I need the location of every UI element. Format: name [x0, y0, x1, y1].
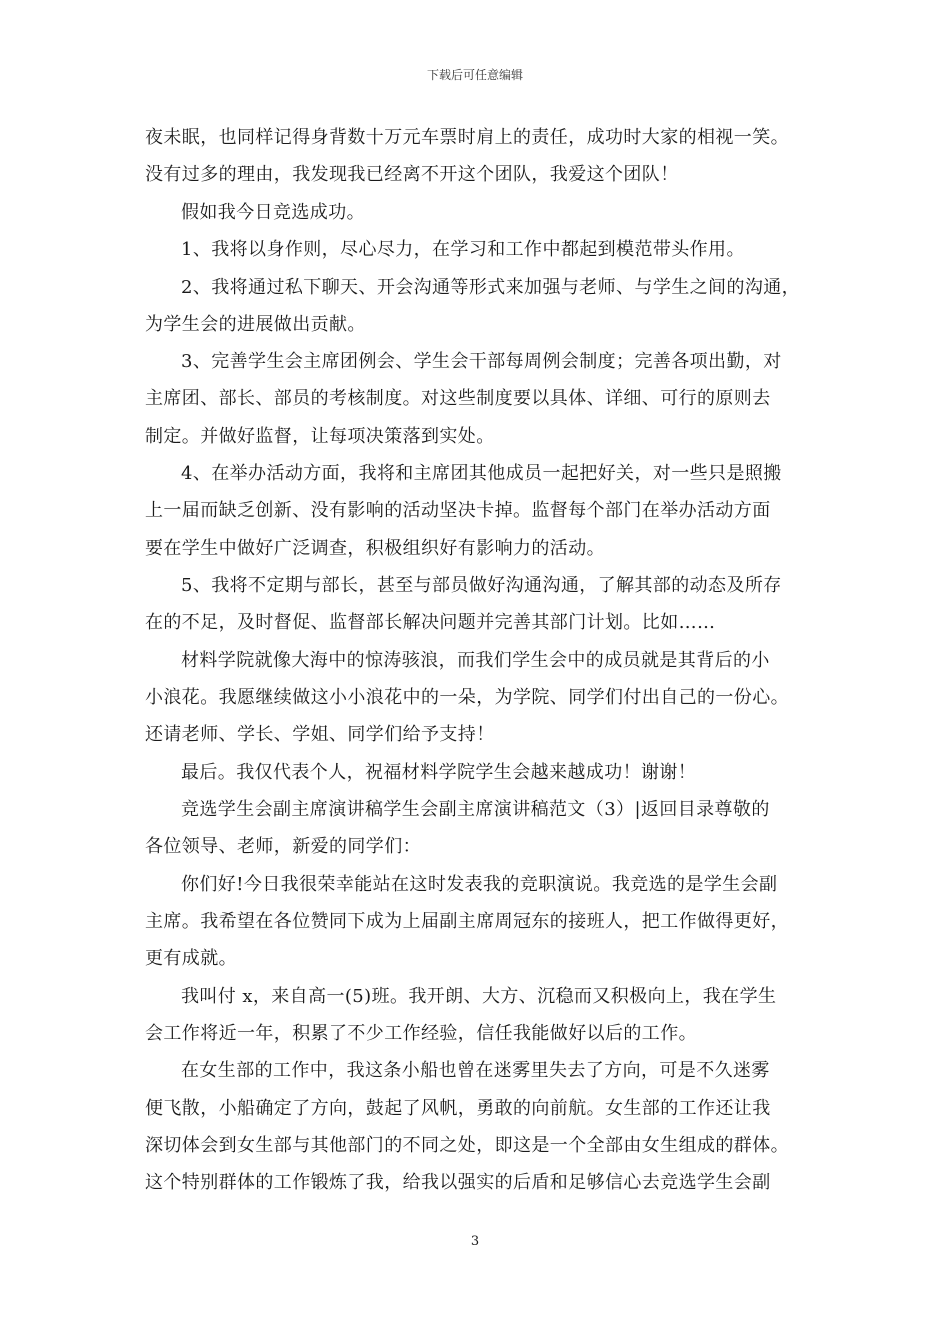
text-line: 为学生会的进展做出贡献。 [145, 314, 366, 335]
text-line: 材料学院就像大海中的惊涛骇浪，而我们学生会中的成员就是其背后的小 [181, 650, 770, 671]
text-line: 没有过多的理由，我发现我已经离不开这个团队，我爱这个团队！ [145, 164, 679, 185]
text-line: 深切体会到女生部与其他部门的不同之处，即这是一个全部由女生组成的群体。 [145, 1135, 789, 1156]
text-line: 会工作将近一年，积累了不少工作经验，信任我能做好以后的工作。 [145, 1023, 697, 1044]
text-line: 竞选学生会副主席演讲稿学生会副主席演讲稿范文（3）|返回目录尊敬的 [181, 799, 770, 820]
text-line: 还请老师、学长、学姐、同学们给予支持！ [145, 724, 495, 745]
text-line: 夜未眠，也同样记得身背数十万元车票时肩上的责任，成功时大家的相视一笑。 [145, 127, 789, 148]
text-line: 假如我今日竞选成功。 [181, 202, 365, 223]
page-number: 3 [470, 1234, 480, 1249]
text-line: 3、完善学生会主席团例会、学生会干部每周例会制度；完善各项出勤，对 [181, 351, 782, 372]
text-line: 制定。并做好监督，让每项决策落到实处。 [145, 426, 495, 447]
text-line: 更有成就。 [145, 948, 237, 969]
text-line: 主席。我希望在各位赞同下成为上届副主席周冠东的接班人，把工作做得更好， [145, 911, 789, 932]
text-line: 最后。我仅代表个人，祝福材料学院学生会越来越成功！谢谢！ [181, 762, 697, 783]
text-line: 各位领导、老师，新爱的同学们： [145, 836, 421, 857]
text-line: 在女生部的工作中，我这条小船也曾在迷雾里失去了方向，可是不久迷雾 [181, 1060, 770, 1081]
text-line: 上一届而缺乏创新、没有影响的活动坚决卡掉。监督每个部门在举办活动方面 [145, 500, 771, 521]
text-line: 这个特别群体的工作锻炼了我，给我以强实的后盾和足够信心去竞选学生会副 [145, 1172, 771, 1193]
text-line: 5、我将不定期与部长，甚至与部员做好沟通沟通，了解其部的动态及所存 [181, 575, 782, 596]
text-line: 1、我将以身作则，尽心尽力，在学习和工作中都起到模范带头作用。 [181, 239, 745, 260]
text-line: 要在学生中做好广泛调查，积极组织好有影响力的活动。 [145, 538, 605, 559]
text-line: 4、在举办活动方面，我将和主席团其他成员一起把好关，对一些只是照搬 [181, 463, 782, 484]
page-header-note: 下载后可任意编辑 [426, 68, 523, 82]
text-line: 你们好!今日我很荣幸能站在这时发表我的竞职演说。我竞选的是学生会副 [181, 874, 778, 895]
text-line: 2、我将通过私下聊天、开会沟通等形式来加强与老师、与学生之间的沟通， [181, 277, 801, 298]
text-line: 我叫付 x，来自高一(5)班。我开朗、大方、沉稳而又积极向上，我在学生 [181, 986, 777, 1007]
text-line: 便飞散，小船确定了方向，鼓起了风帆，勇敢的向前航。女生部的工作还让我 [145, 1098, 771, 1119]
text-line: 小浪花。我愿继续做这小小浪花中的一朵，为学院、同学们付出自己的一份心。 [145, 687, 789, 708]
text-line: 主席团、部长、部员的考核制度。对这些制度要以具体、详细、可行的原则去 [145, 388, 771, 409]
text-line: 在的不足，及时督促、监督部长解决问题并完善其部门计划。比如…… [145, 612, 716, 633]
